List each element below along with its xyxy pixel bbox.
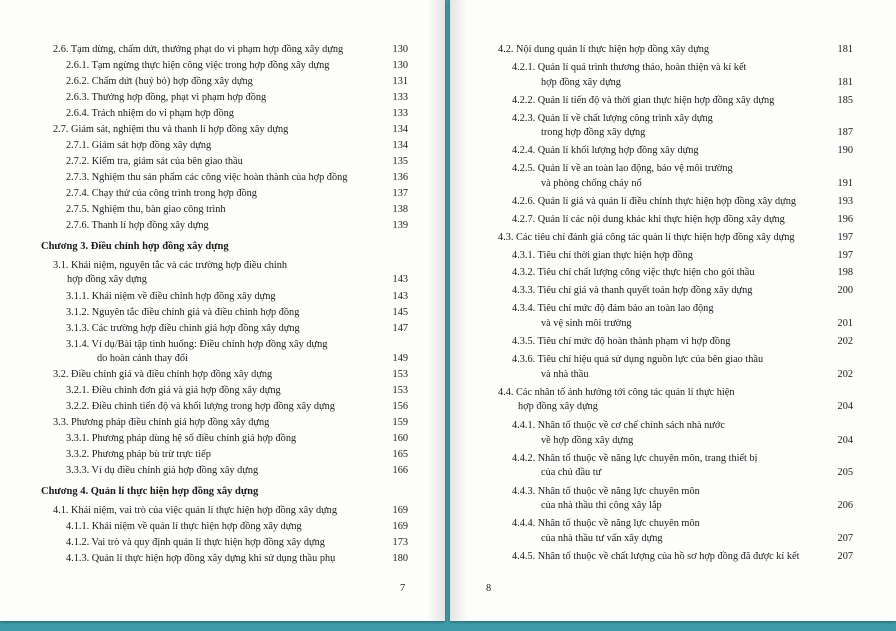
left-page [0,0,445,621]
toc-entry-title: Chương 4. Quản lí thực hiện hợp đồng xây dựng [41,486,259,497]
toc-page-number: 201 [837,318,853,329]
toc-entry [512,485,700,498]
toc-entry-title: 3.1.4. Ví dụ/Bài tập tình huống: Điều chỉnh hợp đồng xây dựng [66,339,328,350]
toc-page-number: 193 [837,196,853,207]
toc-entry [66,432,296,445]
toc-entry-title: 2.6.4. Trách nhiệm do vi phạm hợp đồng [66,108,234,119]
toc-page-number: 130 [392,60,408,71]
toc-entry-title: 2.7.6. Thanh lí hợp đồng xây dựng [66,220,209,231]
toc-entry [66,338,327,351]
toc-page-number: 197 [837,250,853,261]
toc-page-number: 187 [837,127,853,138]
toc-entry [66,448,211,461]
toc-entry-title: 2.6. Tạm dừng, chấm dứt, thưởng phạt do vi phạm hợp đồng xây dựng [53,44,344,55]
toc-entry-title: 3.1. Khái niệm, nguyên tắc và các trường hợp điều chỉnh [53,260,288,271]
toc-page-number: 134 [392,124,408,135]
toc-entry [66,59,329,72]
toc-entry-title: 3.3. Phương pháp điều chỉnh giá hợp đồng xây dựng [53,417,270,428]
toc-entry-title: 3.1.2. Nguyên tắc điều chỉnh giá và điều chỉnh hợp đồng [66,307,300,318]
toc-entry-title: 4.1.2. Vai trò và quy định quản lí thực hiện hợp đồng xây dựng [66,537,325,548]
toc-entry-title: 2.7.4. Chạy thử của công trình trong hợp đồng [66,188,257,199]
toc-entry [53,504,337,517]
toc-entry [66,155,243,168]
toc-page-number: 159 [392,417,408,428]
toc-page-number: 191 [837,178,853,189]
toc-entry-title: 4.3.5. Tiêu chí mức độ hoàn thành phạm vi hợp đồng [512,336,731,347]
toc-entry-title: 4.2.5. Quản lí về an toàn lao động, bảo vệ môi trường [512,163,733,174]
toc-entry-title: 4.4.1. Nhân tố thuộc về cơ chế chính sách nhà nước [512,420,725,431]
toc-entry-title: 4.2. Nội dung quản lí thực hiện hợp đồng xây dựng [498,44,710,55]
toc-entry-title: 2.7.3. Nghiệm thu sản phẩm các công việc hoàn thành của hợp đồng [66,172,348,183]
toc-page-number: 204 [837,435,853,446]
toc-page-number: 135 [392,156,408,167]
toc-page-number: 205 [837,467,853,478]
toc-page-number: 149 [392,353,408,364]
toc-entry-title: 2.6.3. Thưởng hợp đồng, phạt vi phạm hợp đồng [66,92,267,103]
toc-entry [512,213,785,226]
toc-entry-title: 4.4. Các nhân tố ảnh hưởng tới công tác quản lí thực hiện [498,387,735,398]
toc-page-number: 181 [837,77,853,88]
toc-entry [66,290,276,303]
toc-entry [512,162,733,175]
toc-entry-title-continued: của nhà thầu tư vấn xây dựng [541,533,663,544]
toc-entry [66,219,209,232]
toc-page-number: 169 [392,521,408,532]
toc-entry [498,231,795,244]
toc-page-number: 207 [837,533,853,544]
toc-page-number: 147 [392,323,408,334]
toc-entry-title-continued: do hoàn cảnh thay đổi [97,353,188,364]
toc-entry-title: 4.2.7. Quản lí các nội dung khác khi thực hiện hợp đồng xây dựng [512,214,785,225]
toc-entry [66,139,211,152]
toc-entry [66,552,335,565]
toc-entry-title: 4.4.2. Nhân tố thuộc về năng lực chuyên môn, trang thiết bị [512,453,758,464]
left-page-number: 7 [400,583,406,594]
toc-entry-title-continued: và phòng chống cháy nổ [541,178,642,189]
toc-page-number: 202 [837,336,853,347]
toc-page-number: 173 [392,537,408,548]
toc-entry [53,368,272,381]
toc-entry-title-continued: và vệ sinh môi trường [541,318,632,329]
toc-entry [66,322,300,335]
toc-page-number: 156 [392,401,408,412]
toc-entry-title: 4.3.4. Tiêu chí mức độ đảm bảo an toàn lao động [512,303,714,314]
toc-entry-title: 4.4.4. Nhân tố thuộc về năng lực chuyên môn [512,518,700,529]
toc-page-number: 137 [392,188,408,199]
chapter-heading [41,485,258,498]
toc-entry [66,203,226,216]
toc-entry-title: 3.2.1. Điều chỉnh đơn giá và giá hợp đồng xây dựng [66,385,281,396]
toc-entry-title-continued: và nhà thầu [541,369,589,380]
toc-entry [512,61,746,74]
toc-entry-title: 4.2.1. Quản lí quá trình thương thảo, hoàn thiện và kí kết [512,62,747,73]
toc-entry [512,419,725,432]
toc-page-number: 138 [392,204,408,215]
toc-entry [512,144,699,157]
toc-entry-title: 3.1.3. Các trường hợp điều chỉnh giá hợp đồng xây dựng [66,323,300,334]
toc-entry [66,520,302,533]
toc-entry [66,107,234,120]
toc-page-number: 180 [392,553,408,564]
toc-entry [512,517,700,530]
toc-entry-title: Chương 3. Điều chỉnh hợp đồng xây dựng [41,241,229,252]
toc-entry-title: 2.6.1. Tạm ngừng thực hiện công việc trong hợp đồng xây dựng [66,60,330,71]
toc-entry-title: 2.7.2. Kiểm tra, giám sát của bên giao thầu [66,156,243,167]
toc-entry [53,259,287,272]
toc-page-number: 206 [837,500,853,511]
toc-page-number: 202 [837,369,853,380]
toc-page-number: 130 [392,44,408,55]
toc-entry-title: 3.3.2. Phương pháp bù trừ trực tiếp [66,449,211,460]
toc-page-number: 181 [837,44,853,55]
toc-entry [512,353,763,366]
toc-page-number: 190 [837,145,853,156]
toc-entry-title: 2.7.1. Giám sát hợp đồng xây dựng [66,140,212,151]
toc-page-number: 200 [837,285,853,296]
toc-entry [498,386,735,399]
toc-page-number: 160 [392,433,408,444]
right-page-gutter-shadow [450,0,468,621]
toc-entry [66,187,257,200]
toc-entry [512,249,693,262]
toc-page-number: 153 [392,385,408,396]
toc-entry [66,91,266,104]
toc-entry [66,400,335,413]
chapter-heading [41,240,229,253]
toc-entry [53,416,269,429]
toc-entry-title: 4.3.3. Tiêu chí giá và thanh quyết toán hợp đồng xây dựng [512,285,753,296]
toc-page-number: 134 [392,140,408,151]
toc-entry-title-continued: hợp đồng xây dựng [541,77,621,88]
toc-entry-title: 3.2. Điều chỉnh giá và điều chỉnh hợp đồng xây dựng [53,369,273,380]
toc-entry-title: 4.1.3. Quản lí thực hiện hợp đồng xây dựng khi sử dụng thầu phụ [66,553,336,564]
toc-page-number: 198 [837,267,853,278]
left-page-gutter-shadow [427,0,445,621]
toc-entry-title: 4.1.1. Khái niệm về quản lí thực hiện hợp đồng xây dựng [66,521,302,532]
toc-page-number: 153 [392,369,408,380]
right-page [450,0,896,621]
toc-entry-title: 4.2.3. Quản lí về chất lượng công trình xây dựng [512,113,713,124]
toc-entry [512,195,796,208]
toc-entry-title: 4.3.6. Tiêu chí hiệu quả sử dụng nguồn lực của bên giao thầu [512,354,764,365]
toc-entry-title: 4.3.2. Tiêu chí chất lượng công việc thực hiện cho gói thầu [512,267,755,278]
toc-page-number: 166 [392,465,408,476]
toc-entry-title: 4.2.6. Quản lí giá và quản lí điều chỉnh thực hiện hợp đồng xây dựng [512,196,796,207]
toc-entry-title-continued: của chủ đầu tư [541,467,602,478]
toc-entry-title: 4.3. Các tiêu chí đánh giá công tác quản lí thực hiện hợp đồng xây dựng [498,232,795,243]
toc-entry-title: 2.6.2. Chấm dứt (huỷ bỏ) hợp đồng xây dựng [66,76,253,87]
right-page-number: 8 [486,583,492,594]
toc-page-number: 165 [392,449,408,460]
toc-entry-title-continued: về hợp đồng xây dựng [541,435,634,446]
toc-entry [53,43,343,56]
toc-entry-title: 3.1.1. Khái niệm về điều chỉnh hợp đồng xây dựng [66,291,276,302]
toc-page-number: 133 [392,92,408,103]
toc-page-number: 139 [392,220,408,231]
toc-page-number: 133 [392,108,408,119]
toc-entry-title: 4.2.2. Quản lí tiến độ và thời gian thực hiện hợp đồng xây dựng [512,95,775,106]
toc-entry [512,266,755,279]
toc-entry [498,43,709,56]
toc-entry [66,75,253,88]
toc-entry-title: 4.4.3. Nhân tố thuộc về năng lực chuyên môn [512,486,700,497]
toc-entry-title: 3.3.3. Ví dụ điều chỉnh giá hợp đồng xây dựng [66,465,259,476]
toc-entry-title-continued: hợp đồng xây dựng [518,401,598,412]
toc-entry [53,123,288,136]
toc-page-number: 204 [837,401,853,412]
toc-page-number: 207 [837,551,853,562]
toc-page-number: 143 [392,291,408,302]
toc-entry-title: 4.2.4. Quản lí khối lượng hợp đồng xây dựng [512,145,699,156]
toc-entry-title-continued: hợp đồng xây dựng [67,274,147,285]
toc-entry [512,112,713,125]
toc-entry-title: 3.3.1. Phương pháp dùng hệ số điều chỉnh giá hợp đồng [66,433,297,444]
toc-entry [66,171,347,184]
toc-page-number: 196 [837,214,853,225]
toc-entry-title: 4.1. Khái niệm, vai trò của việc quản lí thực hiện hợp đồng xây dựng [53,505,337,516]
toc-entry-title-continued: của nhà thầu thi công xây lắp [541,500,662,511]
toc-entry [66,464,258,477]
toc-entry [512,335,730,348]
toc-page-number: 169 [392,505,408,516]
toc-entry [66,384,281,397]
toc-entry [66,536,325,549]
toc-entry [512,94,774,107]
toc-page-number: 136 [392,172,408,183]
toc-entry [512,284,752,297]
toc-page-number: 197 [837,232,853,243]
toc-entry-title: 2.7.5. Nghiệm thu, bàn giao công trình [66,204,226,215]
toc-entry-title: 3.2.2. Điều chỉnh tiến độ và khối lượng trong hợp đồng xây dựng [66,401,335,412]
toc-entry [66,306,299,319]
toc-page-number: 145 [392,307,408,318]
toc-entry-title-continued: trong hợp đồng xây dựng [541,127,646,138]
toc-page-number: 131 [392,76,408,87]
toc-entry [512,302,713,315]
toc-entry [512,452,758,465]
toc-page-number: 185 [837,95,853,106]
toc-entry-title: 4.4.5. Nhân tố thuộc về chất lượng của hồ sơ hợp đồng đã được kí kết [512,551,800,562]
toc-entry [512,550,799,563]
toc-entry-title: 2.7. Giám sát, nghiệm thu và thanh lí hợp đồng xây dựng [53,124,289,135]
toc-entry-title: 4.3.1. Tiêu chí thời gian thực hiện hợp đồng [512,250,693,261]
toc-page-number: 143 [392,274,408,285]
